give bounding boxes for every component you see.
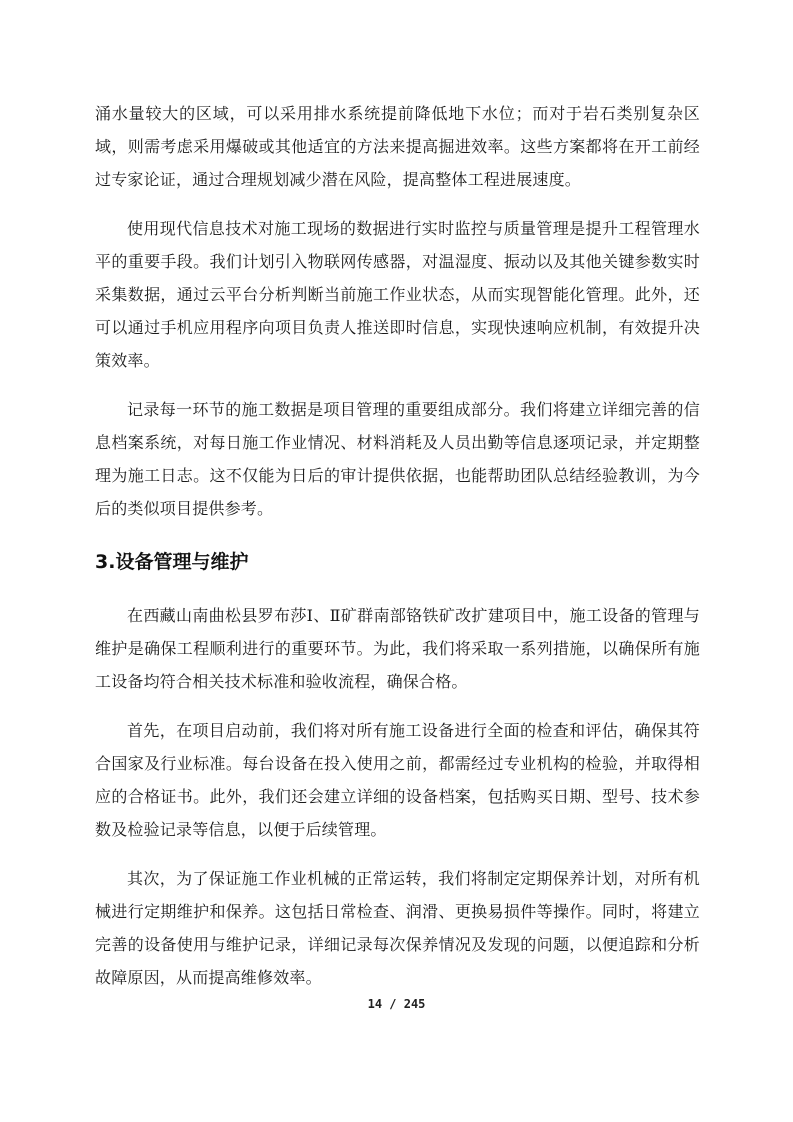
section-heading: 3.设备管理与维护 [95, 551, 249, 573]
paragraph-monitoring: 使用现代信息技术对施工现场的数据进行实时监控与质量管理是提升工程管理水平的重要手段。我们计划引入物联网传感器，对温湿度、振动以及其他关键参数实时采集数据，通过云平台分析判断当前施工作业状态，从而实现智能化管理。此外，还可以通过手机应用程序向项目负责人推送即时信息，实现快速响应机制，有效提升决策效率。 [95, 219, 700, 370]
paragraph-equipment-maintenance: 其次，为了保证施工作业机械的正常运转，我们将制定定期保养计划，对所有机械进行定期维护和保养。这包括日常检查、润滑、更换易损件等操作。同时，将建立完善的设备使用与维护记录，详细记录每次保养情况及发现的问题，以便追踪和分析故障原因，从而提高维修效率。 [95, 869, 700, 987]
page-number: 14 / 245 [367, 997, 426, 1011]
paragraph-drainage-plan: 涌水量较大的区域，可以采用排水系统提前降低地下水位；而对于岩石类别复杂区域，则需考虑采用爆破或其他适宜的方法来提高掘进效率。这些方案都将在开工前经过专家论证，通过合理规划减少潜在风险，提高整体工程进展速度。 [95, 104, 700, 189]
page-content [95, 97, 700, 994]
paragraph-equipment-inspection: 首先，在项目启动前，我们将对所有施工设备进行全面的检查和评估，确保其符合国家及行业标准。每台设备在投入使用之前，都需经过专业机构的检验，并取得相应的合格证书。此外，我们还会建立详细的设备档案，包括购买日期、型号、技术参数及检验记录等信息，以便于后续管理。 [95, 721, 700, 839]
paragraph-equipment-intro: 在西藏山南曲松县罗布莎Ⅰ、Ⅱ矿群南部铬铁矿改扩建项目中，施工设备的管理与维护是确保工程顺利进行的重要环节。为此，我们将采取一系列措施，以确保所有施工设备均符合相关技术标准和验收流程，确保合格。 [95, 606, 700, 691]
paragraph-records: 记录每一环节的施工数据是项目管理的重要组成部分。我们将建立详细完善的信息档案系统，对每日施工作业情况、材料消耗及人员出勤等信息逐项记录，并定期整理为施工日志。这不仅能为日后的审计提供依据，也能帮助团队总结经验教训，为今后的类似项目提供参考。 [95, 400, 700, 518]
